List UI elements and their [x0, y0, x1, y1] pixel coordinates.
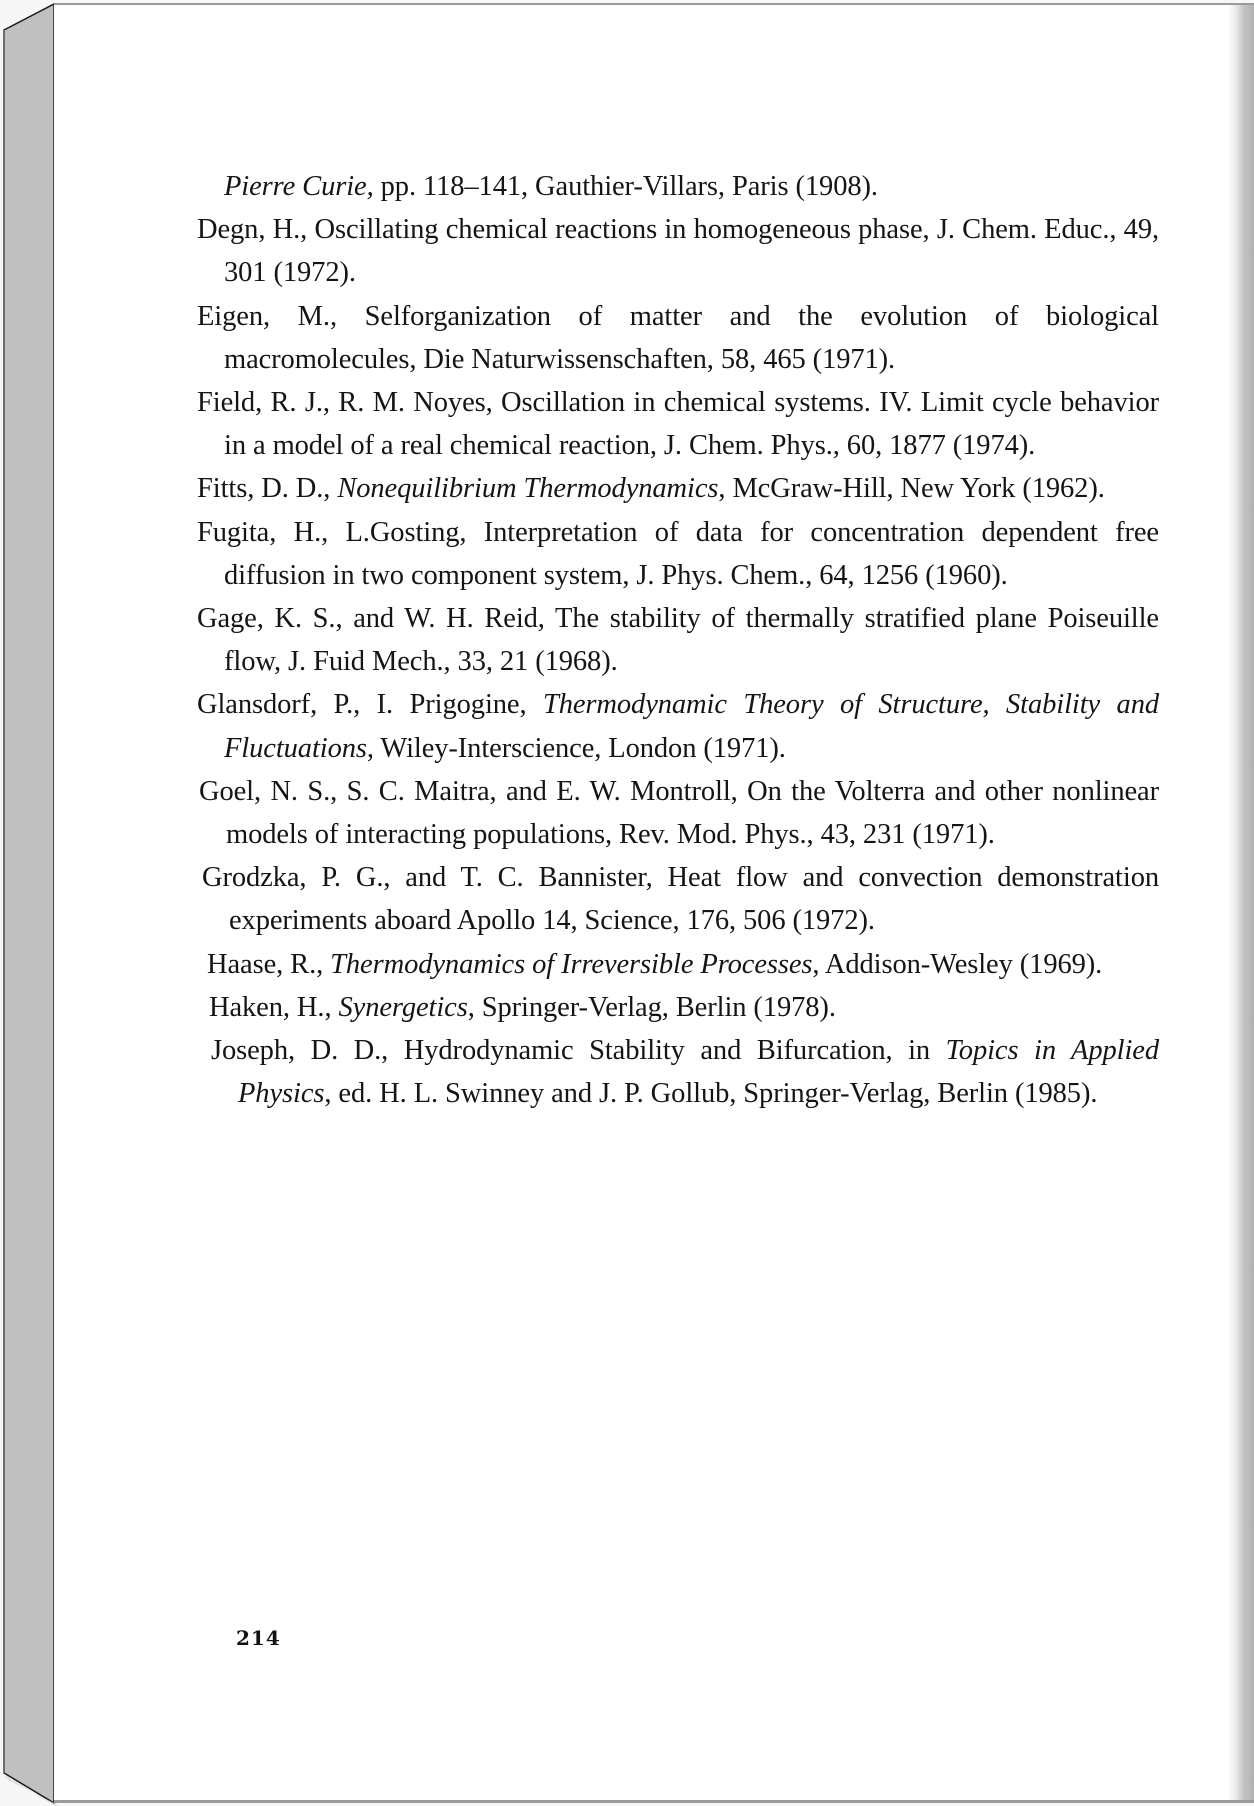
reference-text: Fugita, H., L.Gosting, Interpretation of data for concentration dependent free diffusion in two component system, J. Phys. Chem., 64, 1256 (1960). [197, 516, 1159, 591]
reference-entry-goel [199, 770, 1159, 856]
reference-text: Gage, K. S., and W. H. Reid, The stability of thermally stratified plane Poiseuille flow, J. Fuid Mech., 33, 21 (1968). [197, 603, 1159, 678]
reference-text: Fitts, D. D., [197, 473, 338, 505]
reference-text: Degn, H., Oscillating chemical reactions in homogeneous phase, J. Chem. Educ., 49, 301 (1972). [197, 214, 1159, 289]
page-number: 214 [236, 1626, 281, 1650]
reference-entry-joseph [211, 1029, 1159, 1115]
reference-entry-gage [197, 597, 1159, 683]
reference-entry-field [197, 381, 1159, 467]
reference-entry-glansdorf [197, 683, 1159, 769]
reference-italic-title: Thermodynamics of Irreversible Processes [330, 948, 813, 980]
reference-entry-curie [197, 165, 1159, 208]
reference-entry-grodzka [202, 856, 1159, 942]
reference-text: Joseph, D. D., Hydrodynamic Stability and Bifurcation, in [211, 1035, 946, 1067]
reference-text: , McGraw-Hill, New York (1962). [718, 473, 1105, 505]
reference-text: Field, R. J., R. M. Noyes, Oscillation in chemical systems. IV. Limit cycle behavior in a model of a real chemical reaction, J. Chem. Phys., 60, 1877 (1974). [197, 387, 1159, 462]
reference-entry-eigen [197, 295, 1159, 381]
reference-text: Goel, N. S., S. C. Maitra, and E. W. Montroll, On the Volterra and other nonlinear models of interacting populations, Rev. Mod. Phys., 43, 231 (1971). [199, 775, 1159, 851]
references-list [197, 165, 1159, 1115]
book-spine [0, 0, 60, 1806]
reference-text: Haase, R., [207, 948, 331, 980]
reference-entry-degn [197, 208, 1159, 294]
reference-text: , Wiley-Interscience, London (1971). [366, 732, 786, 764]
reference-text: , ed. H. L. Swinney and J. P. Gollub, Springer-Verlag, Berlin (1985). [324, 1078, 1098, 1110]
reference-italic-title: Pierre Curie, [224, 171, 374, 202]
reference-italic-title: Synergetics [338, 991, 468, 1023]
book-page [54, 3, 1254, 1803]
reference-italic-title: Nonequilibrium Thermodynamics [337, 473, 719, 505]
reference-text: , Springer-Verlag, Berlin (1978). [467, 991, 836, 1023]
reference-text: Grodzka, P. G., and T. C. Bannister, Heat flow and convection demonstration experiments aboard Apollo 14, Science, 176, 506 (1972). [202, 862, 1159, 937]
reference-text: Eigen, M., Selforganization of matter and the evolution of biological macromolecules, Die Naturwissenschaften, 58, 465 (1971). [197, 300, 1159, 375]
reference-entry-fugita [197, 511, 1159, 597]
reference-entry-fitts [197, 467, 1159, 510]
reference-italic-title: Thermodynamic Theory of Structure, Stability and Fluctuations [224, 689, 1159, 764]
reference-italic-title: Topics in Applied Physics [238, 1035, 1160, 1110]
reference-text: , Addison-Wesley (1969). [812, 948, 1103, 980]
page-edge-shadow [1228, 5, 1254, 1800]
reference-text: Glansdorf, P., I. Prigogine, [197, 689, 543, 721]
reference-text: pp. 118–141, Gauthier-Villars, Paris (1908). [373, 171, 878, 202]
reference-text: Haken, H., [209, 991, 339, 1023]
reference-entry-haken [209, 986, 1159, 1029]
reference-entry-haase [207, 943, 1159, 986]
